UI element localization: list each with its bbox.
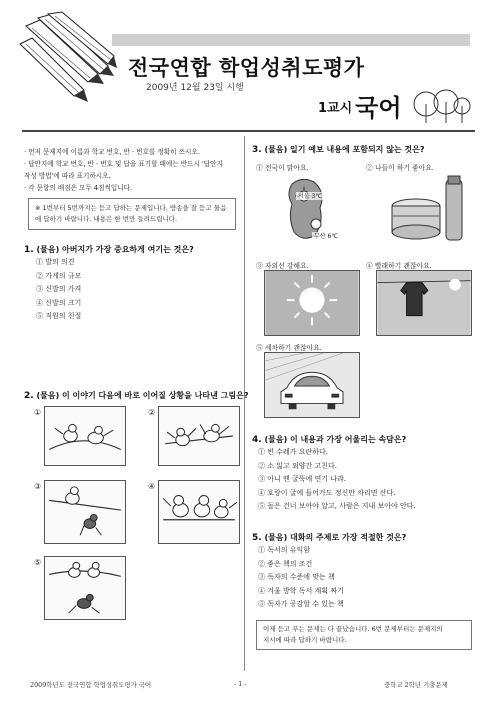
instruction-line: · 각 문항의 배점은 모두 4점씩입니다. xyxy=(24,184,133,192)
question-4-options xyxy=(258,446,416,514)
question-text: (물음) 이 내용과 가장 어울리는 속담은? xyxy=(264,435,407,444)
answer-option[interactable]: ① 빈 수레가 요란하다. xyxy=(258,448,328,456)
option-label[interactable]: ② xyxy=(148,408,156,417)
map-label: 부산 6℃ xyxy=(314,233,339,240)
question-3-stem xyxy=(252,144,425,155)
weather-map-picture xyxy=(258,172,360,250)
answer-option[interactable]: ② 좋은 책의 조건 xyxy=(258,559,313,568)
map-label: 서울 3℃ xyxy=(298,193,323,200)
laundry-picture xyxy=(376,270,472,336)
answer-option[interactable]: ① 발의 의견 xyxy=(36,258,75,266)
answer-option[interactable]: ① 독서의 유익함 xyxy=(258,546,311,554)
option-label[interactable]: ④ xyxy=(148,482,156,491)
answer-option[interactable]: ② 소 잃고 외양간 고친다. xyxy=(258,461,337,470)
question-text: (물음) 아버지가 가장 중요하게 여기는 것은? xyxy=(36,245,194,254)
answer-option[interactable]: ④ 빨래하기 괜찮아요. xyxy=(366,262,432,270)
answer-option[interactable]: ④ 호랑이 굴에 들어가도 정신만 차리면 산다. xyxy=(258,488,396,497)
story-picture-4[interactable] xyxy=(158,480,240,544)
column-divider xyxy=(244,136,245,671)
option-label[interactable]: ⑤ xyxy=(34,558,42,567)
answer-option[interactable]: ⑤ 직원의 친절 xyxy=(36,312,82,320)
car-wash-picture xyxy=(264,352,360,418)
header-rule xyxy=(22,130,475,132)
instruction-line: · 먼저 문제지에 이름과 학교 번호, 반 · 번호를 정확히 쓰시오. xyxy=(24,148,200,156)
answer-option[interactable]: ① 전국이 맑아요. xyxy=(256,164,309,172)
listening-end-notice-box xyxy=(256,620,472,650)
footer-right: 중학교 2학년 기출문제 xyxy=(384,681,448,689)
question-number: 5. xyxy=(252,533,262,543)
subject-heading xyxy=(318,88,402,123)
question-5-options xyxy=(258,544,344,612)
listening-notice-box xyxy=(28,198,236,230)
exam-date: 2009년 12월 23일 시행 xyxy=(146,83,244,93)
question-text: (물음) 이 이야기 다음에 바로 이어질 상황을 나타낸 그림은? xyxy=(36,391,249,400)
exam-instructions xyxy=(24,146,242,194)
answer-option[interactable]: ④ 신발의 크기 xyxy=(36,298,82,307)
answer-option[interactable]: ② 가게의 규모 xyxy=(36,271,82,280)
story-picture-2[interactable] xyxy=(158,406,240,466)
answer-option[interactable]: ③ 자외선 강해요. xyxy=(256,262,309,270)
instruction-line: · 답안지에 학교 번호, 반 · 번호 및 답을 표기할 때에는 반드시 '답안지 xyxy=(24,160,223,168)
answer-option[interactable]: ② 나들이 하기 좋아요. xyxy=(366,164,434,172)
option-label[interactable]: ① xyxy=(34,408,42,417)
question-5-stem xyxy=(252,532,406,543)
question-text: (물음) 일기 예보 내용에 포함되지 않는 것은? xyxy=(264,145,425,154)
answer-option[interactable]: ④ 겨울 방학 독서 계획 짜기 xyxy=(258,586,344,595)
option-label[interactable]: ③ xyxy=(34,482,42,491)
answer-option[interactable]: ⑤ 돌은 건너 보아야 알고, 사람은 지내 보아야 안다. xyxy=(258,502,416,510)
notice-line: 지시에 따라 답하기 바랍니다. xyxy=(263,636,347,644)
picnic-basket-picture xyxy=(376,172,472,250)
story-picture-1[interactable] xyxy=(44,406,126,466)
notice-line: 에 답하기 바랍니다. 내용은 한 번만 들려드립니다. xyxy=(35,215,178,223)
question-1-options xyxy=(36,256,81,324)
question-1-stem xyxy=(24,244,194,255)
story-picture-5[interactable] xyxy=(44,556,126,620)
question-text: (물음) 대화의 주제로 가장 적절한 것은? xyxy=(264,533,407,542)
answer-option[interactable]: ⑤ 독자가 공감할 수 있는 책 xyxy=(258,600,344,608)
question-number: 2. xyxy=(24,391,34,401)
subject-name: 국어 xyxy=(355,94,402,122)
notice-line: 이제 듣고 푸는 문제는 다 끝났습니다. 6번 문제부터는 문제지의 xyxy=(263,625,443,633)
footer-left: 2009학년도 전국연합 학업성취도평가 국어 xyxy=(30,681,152,689)
strong-sun-picture xyxy=(264,270,360,336)
instruction-line: 작성 방법'에 따라 표기하시오. xyxy=(24,172,111,180)
story-picture-3[interactable] xyxy=(44,480,126,544)
question-number: 4. xyxy=(252,435,262,445)
pens-illustration xyxy=(18,10,118,106)
period-label: 1교시 xyxy=(318,101,353,116)
tree-icon xyxy=(412,88,472,124)
answer-option[interactable]: ③ 독자의 수준에 맞는 책 xyxy=(258,573,335,581)
notice-line: ※ 1번부터 5번까지는 듣고 답하는 문제입니다. 방송을 잘 듣고 물음 xyxy=(35,204,227,212)
header-band xyxy=(112,34,470,46)
question-2-stem xyxy=(24,390,248,401)
question-number: 1. xyxy=(24,245,34,255)
question-4-stem xyxy=(252,434,406,445)
answer-option[interactable]: ③ 신발의 가격 xyxy=(36,285,82,293)
answer-option[interactable]: ⑤ 세차하기 괜찮아요. xyxy=(256,344,322,352)
exam-title: 전국연합 학업성취도평가 xyxy=(128,56,365,80)
page-number: - 1 - xyxy=(234,680,247,688)
answer-option[interactable]: ③ 아니 땐 굴뚝에 연기 나랴. xyxy=(258,475,346,483)
question-number: 3. xyxy=(252,145,262,155)
